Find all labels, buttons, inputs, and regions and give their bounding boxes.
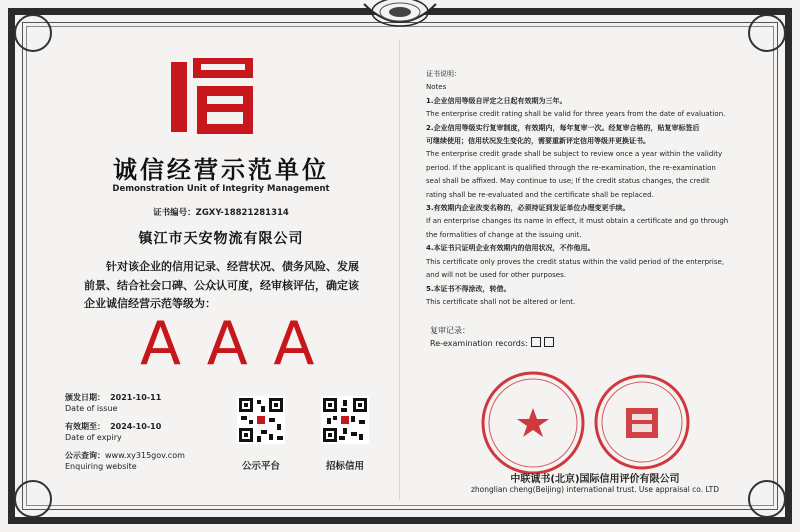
certificate-subtitle: Demonstration Unit of Integrity Management	[112, 184, 330, 194]
recheck-label-cn: 复审记录：	[430, 326, 470, 335]
recheck-checkbox[interactable]	[531, 337, 541, 347]
note-line: 4.本证书只证明企业有效期内的信用状况，不作他用。	[426, 244, 595, 253]
issue-label-en: Date of issue	[65, 403, 118, 413]
recheck-label-en: Re-examination records:	[430, 339, 528, 348]
notes-heading-en: Notes	[426, 83, 447, 92]
note-line: If an enterprise changes its name in effect, it must obtain a certificate and go through	[426, 217, 729, 226]
note-line: The enterprise credit grade shall be subject to review once a year within the validity	[426, 150, 723, 159]
issuer	[460, 470, 730, 494]
cert-no-label: 证书编号：	[153, 208, 196, 218]
notes-section	[426, 68, 756, 309]
issuer-name-en: zhonglian cheng(Beijing) international trust. Use appraisal co. LTD	[470, 485, 720, 494]
rating-grade: AAA	[140, 309, 339, 379]
expiry-date	[65, 422, 161, 443]
round-seal-icon	[478, 368, 588, 478]
note-line: and will not be used for other purposes.	[426, 271, 566, 280]
note-line: 3.有效期内企业改变名称的，必须持证到发证单位办理变更手续。	[426, 204, 630, 213]
company-name: 镇江市天安物流有限公司	[138, 231, 304, 247]
corner-ornament	[14, 480, 52, 518]
square-seal-icon	[592, 372, 692, 472]
query-website	[65, 451, 185, 472]
corner-ornament	[14, 14, 52, 52]
xin-logo	[171, 52, 263, 144]
note-line: period. If the applicant is qualified through the re-examination, the re-examination	[426, 163, 716, 172]
query-url: www.xy315gov.com	[105, 451, 185, 460]
certificate-number	[80, 206, 362, 218]
query-label-cn: 公示查询：	[65, 451, 105, 460]
note-line: This certificate only proves the credit status within the valid period of the enterprise,	[426, 257, 725, 266]
qr-code-icon[interactable]	[321, 396, 369, 444]
top-medallion	[362, 0, 438, 36]
note-line: 2.企业信用等级实行复审制度，有效期内，每年复审一次。经复审合格的，贴复审标签后	[426, 123, 700, 132]
certificate-title: 诚信经营示范单位	[113, 155, 329, 184]
issuer-name-cn: 中联诚书(北京)国际信用评价有限公司	[510, 474, 680, 485]
expiry-date-value: 2024-10-10	[110, 422, 162, 431]
expiry-label-cn: 有效期至：	[65, 422, 105, 431]
certificate-body: 针对该企业的信用记录、经营状况、债务风险、发展前景、结合社会口碑、公众认可度，经审核评估，确定该企业诚信经营示范等级为：	[84, 260, 359, 310]
corner-ornament	[748, 480, 786, 518]
qr-code-icon[interactable]	[237, 396, 285, 444]
note-line: rating shall be re-evaluated and the certificate shall be replaced.	[426, 190, 654, 199]
note-line: The enterprise credit rating shall be valid for three years from the date of evaluation.	[426, 110, 726, 119]
recheck-records	[430, 325, 554, 350]
note-line: seal shall be affixed. May continue to use; If the credit status changes, the credit	[426, 177, 710, 186]
issue-date-value: 2021-10-11	[110, 393, 162, 402]
note-line: This certificate shall not be altered or lent.	[426, 297, 576, 306]
issue-date	[65, 393, 161, 414]
query-label-en: Enquiring website	[65, 461, 137, 471]
page-divider	[399, 40, 400, 500]
qr-label: 公示平台	[241, 461, 280, 472]
qr-label: 招标信用	[325, 461, 364, 472]
corner-ornament	[748, 14, 786, 52]
notes-heading-cn: 证书说明：	[426, 70, 461, 78]
note-line: 可继续使用；信用状况发生变化的，需要重新评定信用等级并更换证书。	[426, 137, 650, 146]
issue-label-cn: 颁发日期：	[65, 393, 105, 402]
note-line: 5.本证书不得涂改，转借。	[426, 284, 511, 293]
note-line: 1.企业信用等级自评定之日起有效期为三年。	[426, 96, 567, 105]
cert-no-value: ZGXY-18821281314	[195, 208, 289, 218]
expiry-label-en: Date of expiry	[65, 432, 122, 442]
recheck-checkbox[interactable]	[544, 337, 554, 347]
note-line: the formalities of change at the issuing unit.	[426, 230, 582, 239]
